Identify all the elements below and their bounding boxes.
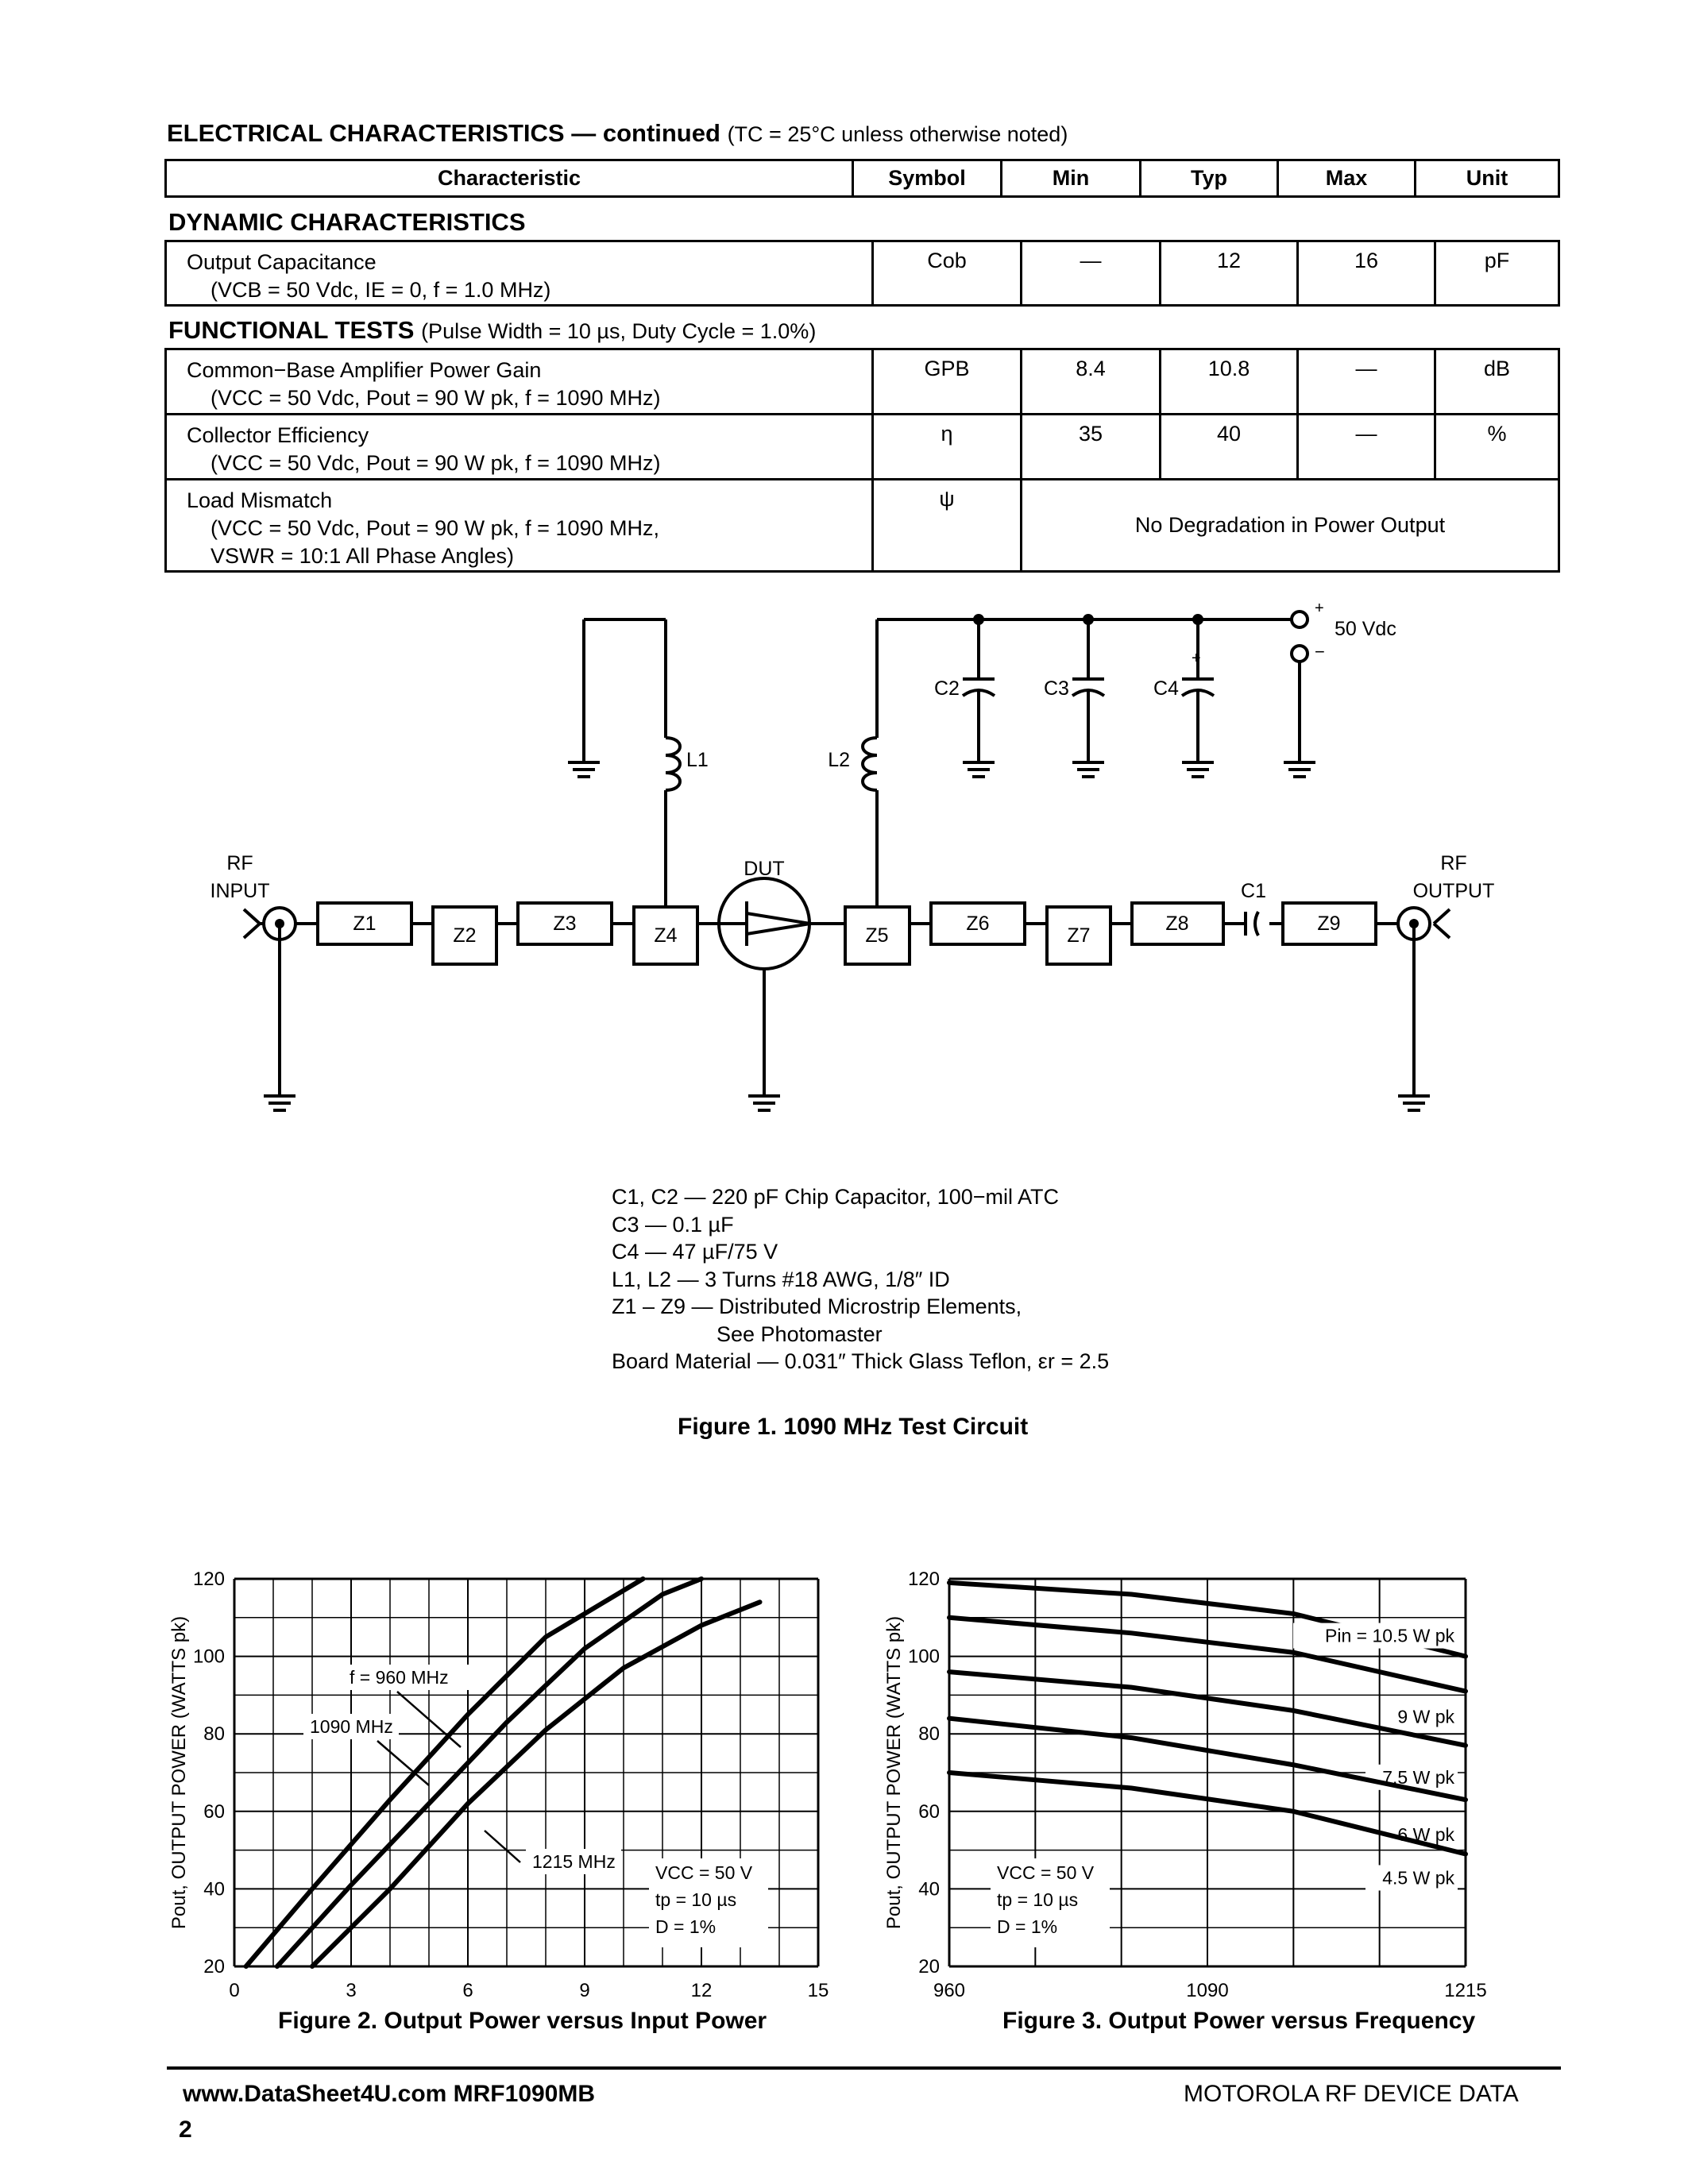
row-name: Output Capacitance (187, 250, 377, 274)
series-arrow (485, 1831, 520, 1862)
test-circuit-diagram (0, 596, 1688, 1167)
col-symbol: Symbol (853, 160, 1002, 197)
ground-symbol (748, 1096, 780, 1110)
legend-line: C1, C2 — 220 pF Chip Capacitor, 100−mil ATC (612, 1185, 1060, 1209)
row-name: Common−Base Amplifier Power Gain (187, 358, 542, 382)
annotation-line: VCC = 50 V (997, 1862, 1095, 1883)
series-label: Pin = 10.5 W pk (1325, 1625, 1454, 1646)
functional-title-text: FUNCTIONAL TESTS (168, 316, 415, 344)
x-tick-label: 9 (579, 1980, 590, 2001)
annotation-line: D = 1% (655, 1916, 717, 1937)
legend-line: L1, L2 — 3 Turns #18 AWG, 1/8″ ID (612, 1267, 950, 1291)
rf-input-label-2: INPUT (210, 880, 270, 902)
x-tick-label: 960 (933, 1980, 966, 2001)
y-tick-label: 40 (203, 1878, 225, 1900)
y-axis-label: Pout, OUTPUT POWER (WATTS pk) (168, 1615, 190, 1930)
functional-table (164, 348, 1560, 573)
dut-label: DUT (744, 858, 785, 880)
rf-input-label-1: RF (226, 852, 253, 874)
annotation-line: VCC = 50 V (655, 1862, 753, 1883)
row-max: — (1298, 415, 1435, 480)
c4-polarity: + (1192, 650, 1201, 667)
z7-label: Z7 (1067, 924, 1091, 947)
row-unit: % (1435, 415, 1559, 480)
figure2-caption: Figure 2. Output Power versus Input Power (278, 2008, 767, 2034)
l1-label: L1 (686, 749, 709, 771)
legend-line: C3 — 0.1 µF (612, 1212, 734, 1237)
chart-output-vs-frequency (866, 1509, 1565, 2001)
series-label: 1090 MHz (310, 1716, 393, 1737)
rf-output-label-1: RF (1440, 852, 1467, 874)
x-tick-label: 1215 (1444, 1980, 1487, 2001)
section-header (167, 119, 1068, 148)
row-typ: 12 (1161, 241, 1298, 306)
z8-label: Z8 (1165, 913, 1189, 935)
footer-rule (167, 2066, 1561, 2070)
legend-line: See Photomaster (717, 1322, 883, 1346)
row-name: Load Mismatch (187, 488, 333, 512)
table-row (166, 241, 1559, 306)
z1-label: Z1 (353, 913, 377, 935)
ground-symbol (963, 762, 995, 777)
page-number: 2 (179, 2116, 192, 2143)
y-tick-label: 20 (203, 1956, 225, 1978)
z4-label: Z4 (654, 924, 678, 947)
x-tick-label: 15 (807, 1980, 829, 2001)
chart-output-vs-input (151, 1509, 850, 2001)
legend-line: Board Material — 0.031″ Thick Glass Teflon, εr = 2.5 (612, 1349, 1110, 1373)
x-tick-label: 1090 (1186, 1980, 1229, 2001)
legend-line: Z1 – Z9 — Distributed Microstrip Elements, (612, 1295, 1022, 1318)
annotation-line: tp = 10 µs (997, 1889, 1079, 1910)
row-merged: No Degradation in Power Output (1022, 480, 1559, 572)
ground-symbol (568, 762, 600, 777)
row-symbol: η (873, 415, 1022, 480)
annotation-line: tp = 10 µs (655, 1889, 737, 1910)
row-cond: (VCB = 50 Vdc, IE = 0, f = 1.0 MHz) (211, 278, 551, 302)
series-label: f = 960 MHz (350, 1667, 449, 1688)
y-tick-label: 80 (918, 1723, 940, 1746)
z5-label: Z5 (865, 924, 889, 947)
c1-label: C1 (1241, 880, 1266, 902)
col-typ: Typ (1141, 160, 1278, 197)
supply-minus: − (1315, 642, 1325, 662)
row-min: 35 (1022, 415, 1161, 480)
x-tick-label: 3 (346, 1980, 357, 2001)
dynamic-table (164, 240, 1560, 307)
x-tick-label: 12 (690, 1980, 713, 2001)
figure1-caption: Figure 1. 1090 MHz Test Circuit (678, 1414, 1029, 1440)
ground-symbol (1072, 762, 1104, 777)
y-tick-label: 20 (918, 1956, 940, 1978)
z9-label: Z9 (1317, 913, 1341, 935)
row-min: — (1022, 241, 1161, 306)
legend-line: C4 — 47 µF/75 V (612, 1240, 778, 1264)
row-cond: (VCC = 50 Vdc, Pout = 90 W pk, f = 1090 MHz) (211, 386, 661, 410)
row-symbol: ψ (873, 480, 1022, 572)
row-unit: pF (1435, 241, 1559, 306)
component-legend (612, 1183, 1109, 1376)
supply-label: 50 Vdc (1335, 618, 1396, 640)
row-typ: 10.8 (1161, 349, 1298, 415)
ground-symbol (1182, 762, 1214, 777)
supply-plus: + (1315, 600, 1324, 617)
z2-label: Z2 (453, 924, 477, 947)
functional-note: (Pulse Width = 10 µs, Duty Cycle = 1.0%) (421, 319, 817, 343)
table-row (166, 480, 1559, 572)
row-typ: 40 (1161, 415, 1298, 480)
y-tick-label: 40 (918, 1878, 940, 1900)
row-symbol: GPB (873, 349, 1022, 415)
col-max: Max (1278, 160, 1416, 197)
footer-part-number: www.DataSheet4U.com MRF1090MB (183, 2081, 596, 2107)
col-min: Min (1002, 160, 1141, 197)
series-label: 4.5 W pk (1382, 1867, 1454, 1889)
y-tick-label: 80 (203, 1723, 225, 1746)
column-header-table (164, 159, 1560, 198)
table-row (166, 415, 1559, 480)
header-title: ELECTRICAL CHARACTERISTICS — continued (167, 119, 720, 147)
table-row (166, 349, 1559, 415)
z3-label: Z3 (553, 913, 577, 935)
functional-title (168, 316, 816, 345)
y-tick-label: 100 (192, 1646, 225, 1668)
c4-label: C4 (1153, 677, 1179, 700)
row-cond: (VCC = 50 Vdc, Pout = 90 W pk, f = 1090 MHz) (211, 451, 661, 475)
series-label: 9 W pk (1397, 1706, 1454, 1727)
y-tick-label: 60 (203, 1800, 225, 1823)
c3-label: C3 (1044, 677, 1069, 700)
col-characteristic: Characteristic (166, 160, 853, 197)
row-max: 16 (1298, 241, 1435, 306)
figure3-caption: Figure 3. Output Power versus Frequency (1002, 2008, 1476, 2034)
x-tick-label: 0 (229, 1980, 240, 2001)
annotation-line: D = 1% (997, 1916, 1058, 1937)
x-tick-label: 6 (462, 1980, 473, 2001)
y-axis-label: Pout, OUTPUT POWER (WATTS pk) (883, 1615, 905, 1930)
ground-symbol (1284, 762, 1315, 777)
rf-output-label-2: OUTPUT (1412, 880, 1495, 902)
row-cond2: VSWR = 10:1 All Phase Angles) (211, 544, 514, 568)
row-unit: dB (1435, 349, 1559, 415)
y-tick-label: 120 (907, 1569, 940, 1590)
row-name: Collector Efficiency (187, 423, 369, 447)
l2-label: L2 (828, 749, 850, 771)
dynamic-title: DYNAMIC CHARACTERISTICS (168, 208, 526, 236)
series-label: 6 W pk (1397, 1824, 1454, 1846)
y-tick-label: 60 (918, 1800, 940, 1823)
y-tick-label: 100 (907, 1646, 940, 1668)
series-label: 7.5 W pk (1382, 1766, 1454, 1788)
c2-label: C2 (934, 677, 960, 700)
footer-publisher: MOTOROLA RF DEVICE DATA (1184, 2081, 1519, 2107)
row-symbol: Cob (873, 241, 1022, 306)
series-label: 1215 MHz (532, 1851, 616, 1872)
z6-label: Z6 (966, 913, 990, 935)
col-unit: Unit (1416, 160, 1559, 197)
y-tick-label: 120 (192, 1569, 225, 1590)
ground-symbol (1398, 1096, 1430, 1110)
row-min: 8.4 (1022, 349, 1161, 415)
header-condition: (TC = 25°C unless otherwise noted) (727, 122, 1068, 146)
row-max: — (1298, 349, 1435, 415)
row-cond: (VCC = 50 Vdc, Pout = 90 W pk, f = 1090 MHz, (211, 516, 660, 540)
ground-symbol (264, 1096, 295, 1110)
